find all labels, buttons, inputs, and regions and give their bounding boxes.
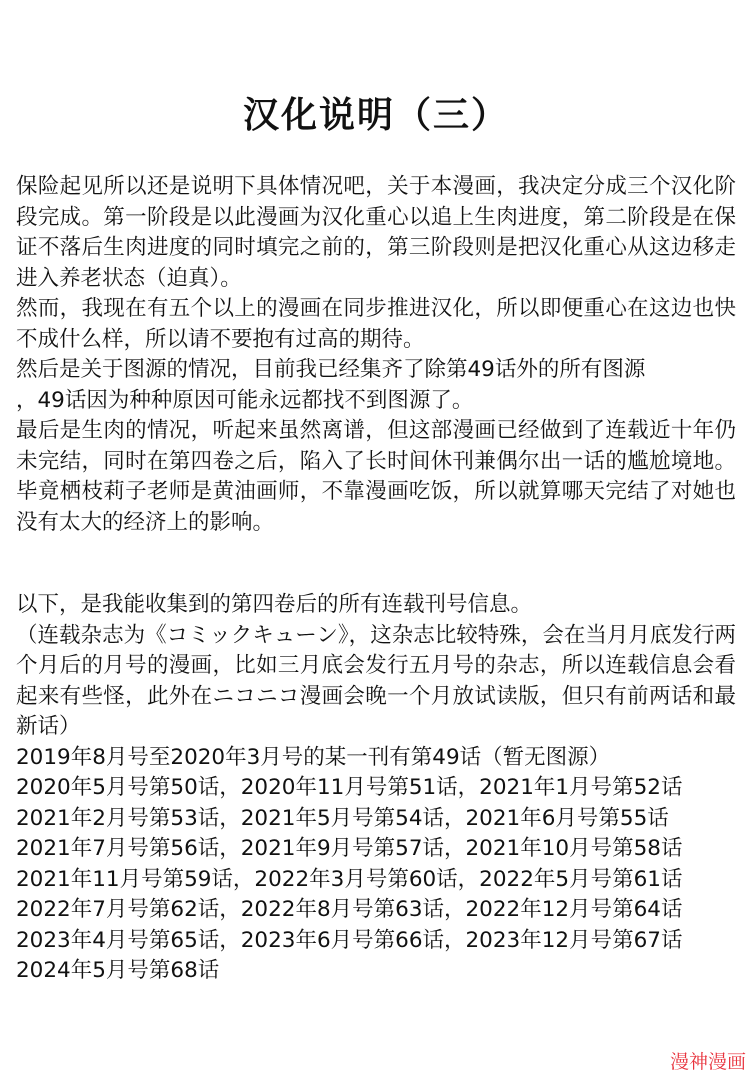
page-title: 汉化说明（三） xyxy=(242,95,509,136)
serialization-info-section xyxy=(16,590,736,987)
issue-line: 2021年7月号第56话，2021年9月号第57话，2021年10月号第58话 xyxy=(16,836,683,861)
intro-paragraph: 保险起见所以还是说明下具体情况吧，关于本漫画，我决定分成三个汉化阶段完成。第一阶段是以此漫画为汉化重心以追上生肉进度，第二阶段是在保证不落后生肉进度的同时填完之前的，第三阶段则是把汉化重心从这边移走进入养老状态（迫真）。 xyxy=(16,174,736,291)
issue-line: 2021年2月号第53话，2021年5月号第54话，2021年6月号第55话 xyxy=(16,805,669,831)
intro-paragraph: 然后是关于图源的情况，目前我已经集齐了除第49话外的所有图源 xyxy=(16,357,646,382)
info-note: （连载杂志为《コミックキューン》，这杂志比较特殊，会在当月月底发行两个月后的月号的漫画，比如三月底会发行五月号的杂志，所以连载信息会看起来有些怪，此外在ニコニコ漫画会晚一个月放试读版，但只有前两话和最新话） xyxy=(16,622,736,739)
issue-line: 2021年11月号第59话，2022年3月号第60话，2022年5月号第61话 xyxy=(16,866,683,892)
info-heading: 以下，是我能收集到的第四卷后的所有连载刊号信息。 xyxy=(16,592,533,617)
issue-line: 2020年5月号第50话，2020年11月号第51话，2021年1月号第52话 xyxy=(16,775,683,800)
intro-paragraph: ，49话因为种种原因可能永远都找不到图源了。 xyxy=(16,387,474,413)
issue-line: 2019年8月号至2020年3月号的某一刊有第49话（暂无图源） xyxy=(16,744,611,770)
issue-line: 2022年7月号第62话，2022年8月号第63话，2022年12月号第64话 xyxy=(16,897,683,922)
intro-section xyxy=(16,172,736,538)
issue-line: 2023年4月号第65话，2023年6月号第66话，2023年12月号第67话 xyxy=(16,927,683,953)
intro-paragraph: 然而，我现在有五个以上的漫画在同步推进汉化，所以即便重心在这边也快不成什么样，所以请不要抱有过高的期待。 xyxy=(16,296,736,352)
watermark: 漫神漫画 xyxy=(669,1051,746,1073)
issue-line: 2024年5月号第68话 xyxy=(16,958,220,983)
intro-paragraph: 最后是生肉的情况，听起来虽然离谱，但这部漫画已经做到了连载近十年仍未完结，同时在第四卷之后，陷入了长时间休刊兼偶尔出一话的尴尬境地。毕竟栖枝莉子老师是黄油画师，不靠漫画吃饭，所以就算哪天完结了对她也没有太大的经济上的影响。 xyxy=(16,418,736,535)
